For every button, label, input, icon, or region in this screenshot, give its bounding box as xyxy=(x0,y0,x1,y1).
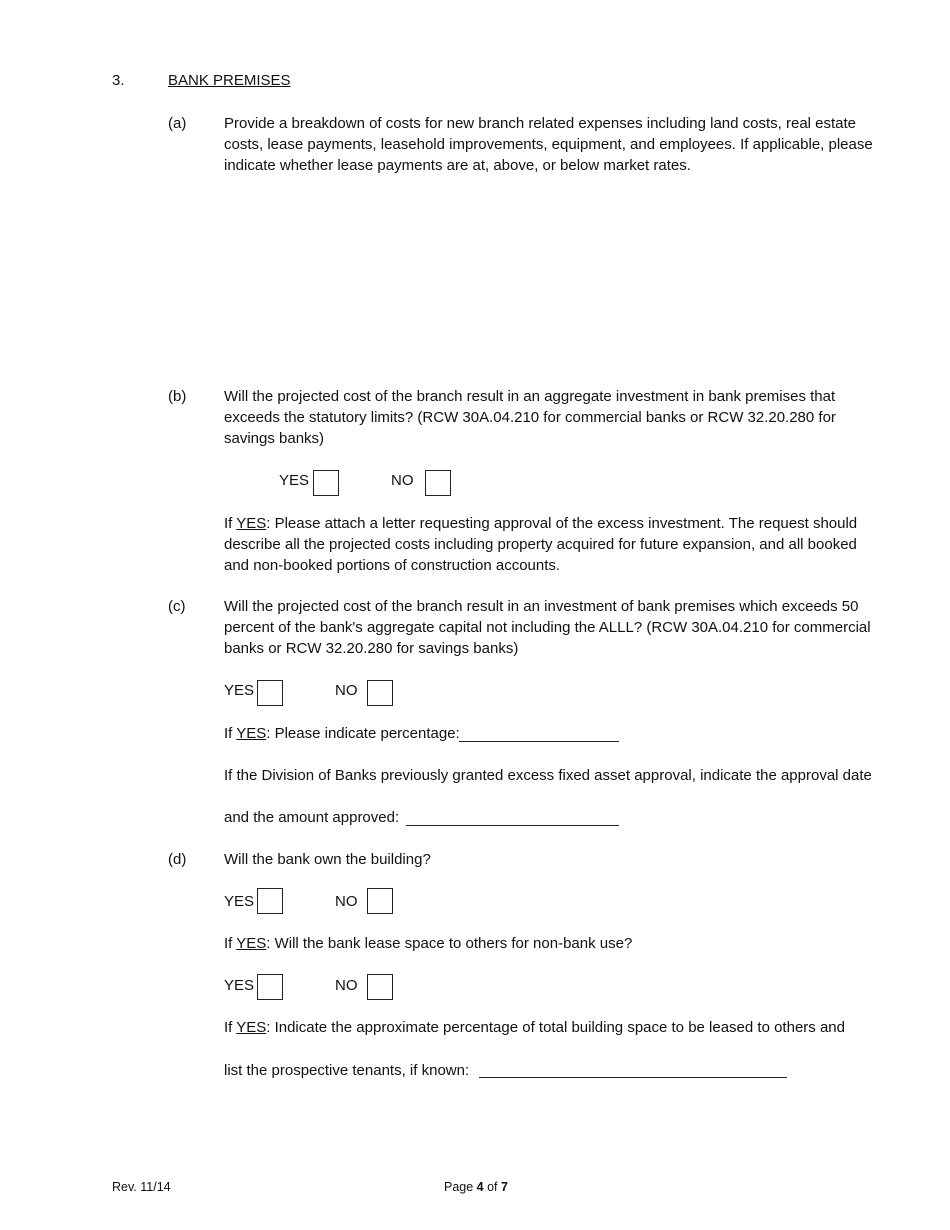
item-c-percentage-prompt: If YES: Please indicate percentage: xyxy=(224,725,460,742)
item-d-text: Will the bank own the building? xyxy=(224,851,431,868)
item-c-label: (c) xyxy=(168,598,186,615)
section-title: BANK PREMISES xyxy=(168,72,291,89)
item-d-lease-no-label: NO xyxy=(335,977,358,994)
item-c-amount-prompt: and the amount approved: xyxy=(224,809,400,826)
item-c-text: Will the projected cost of the branch result in an investment of bank premises which exceeds 50 percent of the bank's aggregate capital not including the ALLL? (RCW 30A.04.210 for commercial banks or RCW 32.20.280 for savings banks) xyxy=(224,598,871,657)
item-d-lease-yes-checkbox[interactable] xyxy=(257,974,283,1000)
item-c-yes-label: YES xyxy=(224,682,255,699)
item-c-yes-checkbox[interactable] xyxy=(257,680,283,706)
item-a-text: Provide a breakdown of costs for new branch related expenses including land costs, real estate costs, lease payments, leasehold improvements, equipment, and employees. If applicable, please indicate whether lease payments are at, above, or below market rates. xyxy=(224,115,873,174)
section-number: 3. xyxy=(112,72,125,89)
item-c-percentage-field[interactable] xyxy=(459,741,619,742)
item-d-yes-label: YES xyxy=(224,893,255,910)
item-c-no-checkbox[interactable] xyxy=(367,680,393,706)
item-d-percentage-prompt: If YES: Indicate the approximate percentage of total building space to be leased to others and xyxy=(224,1019,845,1036)
item-b-yes-checkbox[interactable] xyxy=(313,470,339,496)
item-b-if-yes-text: If YES: Please attach a letter requesting approval of the excess investment. The request should describe all the projected costs including property acquired for future expansion, and all booked and non-booked portions of construction accounts. xyxy=(224,515,858,574)
item-d-pct-if-yes-word: YES xyxy=(236,1019,267,1036)
footer-revision: Rev. 11/14 xyxy=(112,1180,171,1194)
item-d-lease-yes-label: YES xyxy=(224,977,255,994)
item-d-tenants-prompt: list the prospective tenants, if known: xyxy=(224,1062,470,1079)
item-b-no-checkbox[interactable] xyxy=(425,470,451,496)
item-b-no-label: NO xyxy=(391,472,414,489)
item-d-label: (d) xyxy=(168,851,187,868)
item-a-label: (a) xyxy=(168,115,187,132)
item-c-amount-field[interactable] xyxy=(406,825,619,826)
item-b-text: Will the projected cost of the branch result in an aggregate investment in bank premises that exceeds the statutory limits? (RCW 30A.04.210 for commercial banks or RCW 32.20.280 for savings banks) xyxy=(224,388,836,447)
footer-page-number: Page 4 of 7 xyxy=(444,1180,508,1194)
item-d-lease-no-checkbox[interactable] xyxy=(367,974,393,1000)
item-d-no-label: NO xyxy=(335,893,358,910)
item-b-label: (b) xyxy=(168,388,187,405)
item-c-approval-text: If the Division of Banks previously granted excess fixed asset approval, indicate the approval date xyxy=(224,767,872,784)
item-d-yes-checkbox[interactable] xyxy=(257,888,283,914)
item-b-yes-label: YES xyxy=(279,472,310,489)
item-d-no-checkbox[interactable] xyxy=(367,888,393,914)
item-d-tenants-field[interactable] xyxy=(479,1077,787,1078)
item-a-answer-area[interactable] xyxy=(224,185,874,375)
item-d-lease-if-yes-word: YES xyxy=(236,935,267,952)
item-d-lease-question: If YES: Will the bank lease space to others for non-bank use? xyxy=(224,935,633,952)
item-c-no-label: NO xyxy=(335,682,358,699)
item-b-if-yes-word: YES xyxy=(236,515,267,532)
item-c-if-yes-word: YES xyxy=(236,725,267,742)
